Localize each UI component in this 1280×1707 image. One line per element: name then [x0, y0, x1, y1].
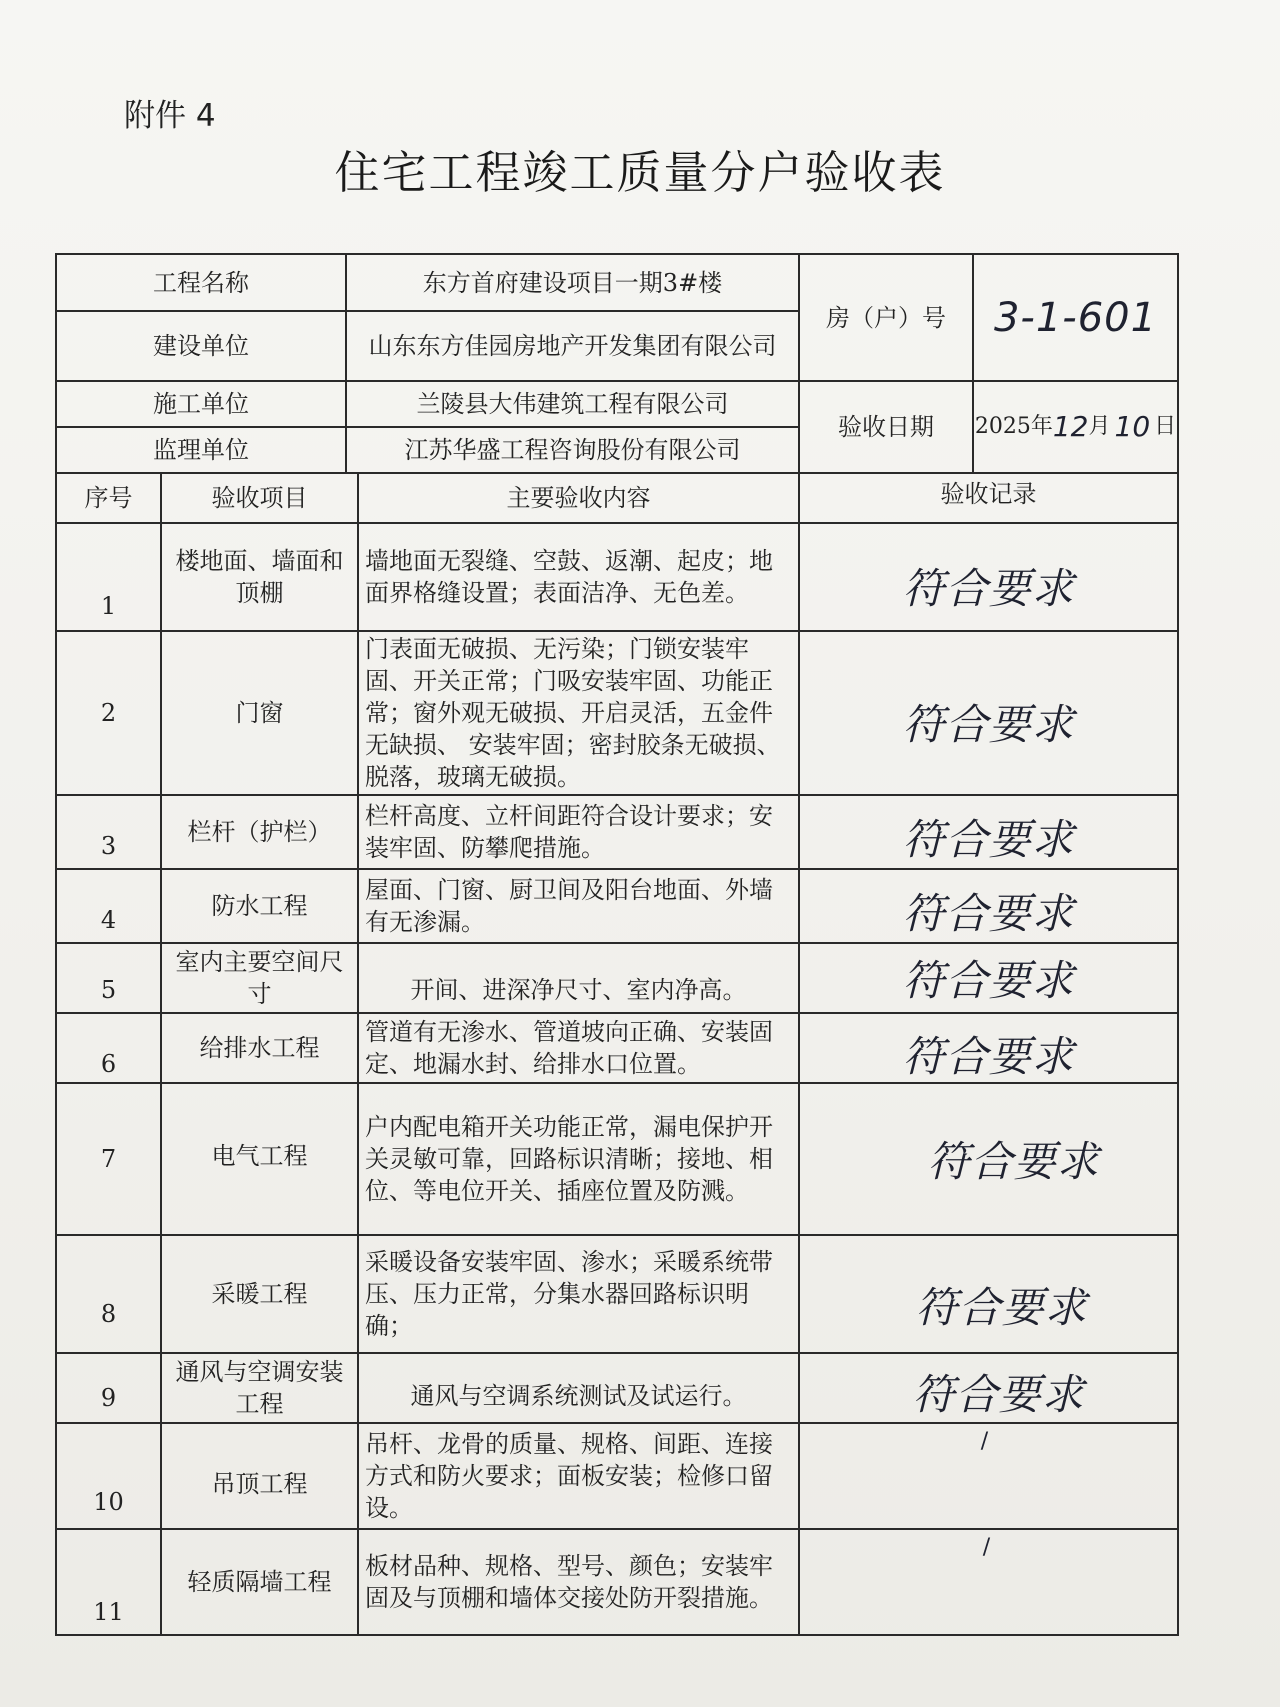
row-4-item: 防水工程 — [211, 892, 308, 920]
row-8-no: 8 — [100, 1300, 117, 1328]
inspection-date-value — [974, 382, 1177, 472]
row-1-no: 1 — [100, 592, 117, 620]
date-day: 10 — [1114, 410, 1151, 443]
header-item: 验收项目 — [211, 484, 308, 512]
row-3-item: 栏杆（护栏） — [187, 818, 332, 846]
builder-value: 山东东方佳园房地产开发集团有限公司 — [368, 332, 777, 360]
row-8-item: 采暖工程 — [211, 1280, 308, 1308]
row-7-content: 户内配电箱开关功能正常，漏电保护开关灵敏可靠，回路标识清晰；接地、相位、等电位开关、插座位置及防溅。 — [365, 1113, 773, 1205]
supervisor-value: 江苏华盛工程咨询股份有限公司 — [404, 436, 741, 464]
page-title: 住宅工程竣工质量分户验收表 — [334, 146, 946, 199]
row-8-content: 采暖设备安装牢固、渗水；采暖系统带压、压力正常，分集水器回路标识明确； — [365, 1248, 773, 1340]
row-7-item: 电气工程 — [211, 1142, 308, 1170]
row-3-record: 符合要求 — [902, 815, 1075, 864]
row-11-content: 板材品种、规格、型号、颜色；安装牢固及与顶棚和墙体交接处防开裂措施。 — [365, 1552, 773, 1612]
contractor-label: 施工单位 — [153, 390, 249, 418]
row-2-content: 门表面无破损、无污染；门锁安装牢固、开关正常；门吸安装牢固、功能正常；窗外观无破损、开启灵活，五金件无缺损、 安装牢固；密封胶条无破损、脱落，玻璃无破损。 — [365, 635, 781, 791]
contractor-value: 兰陵县大伟建筑工程有限公司 — [416, 390, 729, 418]
row-1-item: 楼地面、墙面和顶棚 — [175, 547, 344, 607]
row-6-item: 给排水工程 — [199, 1034, 320, 1062]
row-7-record: 符合要求 — [927, 1137, 1100, 1186]
row-2-record: 符合要求 — [902, 700, 1075, 749]
inspection-date-label: 验收日期 — [838, 413, 934, 441]
table-border-bottom — [55, 1634, 1179, 1636]
room-number-label: 房（户）号 — [826, 303, 946, 332]
row-2-item: 门窗 — [235, 699, 284, 727]
row-3-no: 3 — [100, 832, 117, 860]
header-content: 主要验收内容 — [506, 484, 651, 512]
row-4-content: 屋面、门窗、厨卫间及阳台地面、外墙有无渗漏。 — [365, 876, 773, 936]
row-7-no: 7 — [100, 1145, 117, 1173]
row-5-record: 符合要求 — [902, 956, 1075, 1005]
builder-label: 建设单位 — [153, 332, 249, 360]
header-no: 序号 — [84, 484, 133, 512]
row-9-content: 通风与空调系统测试及试运行。 — [410, 1382, 747, 1410]
date-month: 12 — [1052, 410, 1089, 443]
row-5-item: 室内主要空间尺寸 — [175, 948, 344, 1008]
row-11-no: 11 — [93, 1598, 124, 1626]
project-name-value: 东方首府建设项目一期3#楼 — [422, 268, 723, 297]
row-1-record: 符合要求 — [902, 564, 1075, 613]
row-5-content: 开间、进深净尺寸、室内净高。 — [410, 976, 747, 1004]
row-5-no: 5 — [100, 976, 117, 1004]
row-6-no: 6 — [100, 1050, 117, 1078]
row-11-record: / — [982, 1534, 992, 1560]
row-1-content: 墙地面无裂缝、空鼓、返潮、起皮；地面界格缝设置；表面洁净、无色差。 — [365, 547, 773, 607]
row-9-item: 通风与空调安装工程 — [175, 1358, 344, 1418]
row-10-content: 吊杆、龙骨的质量、规格、间距、连接方式和防火要求；面板安装；检修口留设。 — [365, 1430, 773, 1522]
row-2-no: 2 — [100, 699, 117, 727]
row-6-content: 管道有无渗水、管道坡向正确、安装固定、地漏水封、给排水口位置。 — [365, 1018, 773, 1078]
supervisor-label: 监理单位 — [153, 436, 249, 464]
attachment-label: 附件 4 — [124, 98, 216, 134]
row-10-no: 10 — [93, 1488, 124, 1516]
row-8-record: 符合要求 — [915, 1283, 1088, 1332]
row-10-item: 吊顶工程 — [211, 1470, 308, 1498]
date-year: 2025年 — [974, 414, 1053, 439]
project-name-label: 工程名称 — [153, 268, 249, 297]
date-month-unit: 月 — [1088, 414, 1111, 439]
row-4-record: 符合要求 — [902, 889, 1075, 938]
row-3-content: 栏杆高度、立杆间距符合设计要求；安装牢固、防攀爬措施。 — [365, 802, 773, 862]
row-4-no: 4 — [100, 906, 117, 934]
table-border-right — [1177, 253, 1179, 1636]
row-9-no: 9 — [100, 1384, 117, 1412]
date-day-unit: 日 — [1154, 414, 1177, 439]
header-record: 验收记录 — [940, 480, 1037, 508]
row-6-record: 符合要求 — [902, 1032, 1075, 1081]
row-9-record: 符合要求 — [912, 1370, 1085, 1419]
row-10-record: / — [980, 1428, 990, 1454]
row-11-item: 轻质隔墙工程 — [187, 1568, 332, 1596]
room-number-value: 3-1-601 — [993, 294, 1158, 341]
